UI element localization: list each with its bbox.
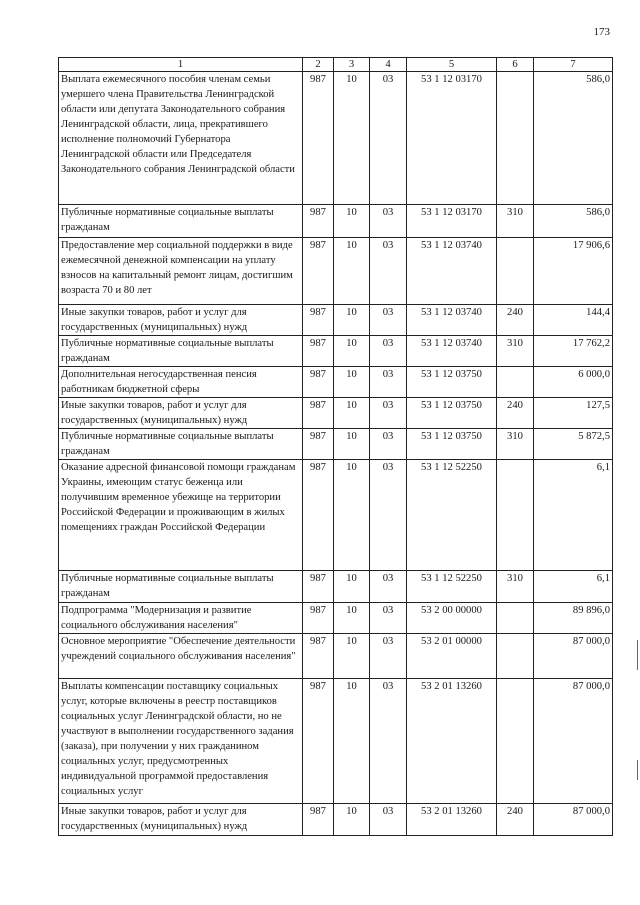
row-c3-cell: 10 <box>334 634 370 679</box>
row-c3-cell: 10 <box>334 460 370 571</box>
row-c7-cell: 87 000,0 <box>534 679 613 804</box>
row-c4-cell: 03 <box>370 571 407 603</box>
row-c2-cell: 987 <box>303 603 334 634</box>
row-c5-cell: 53 1 12 03170 <box>407 205 497 238</box>
table-row <box>59 238 613 305</box>
row-c2-cell: 987 <box>303 634 334 679</box>
row-c2-cell: 987 <box>303 804 334 836</box>
row-c6-cell: 240 <box>497 305 534 336</box>
table-body <box>59 72 613 836</box>
row-c2-cell: 987 <box>303 238 334 305</box>
row-c2-cell: 987 <box>303 367 334 398</box>
column-header: 3 <box>334 58 370 72</box>
row-name-cell: Иные закупки товаров, работ и услуг для государственных (муниципальных) нужд <box>59 305 303 336</box>
row-c7-cell: 87 000,0 <box>534 804 613 836</box>
row-c5-cell: 53 2 00 00000 <box>407 603 497 634</box>
table-row <box>59 634 613 679</box>
row-name-cell: Публичные нормативные социальные выплаты гражданам <box>59 336 303 367</box>
row-c4-cell: 03 <box>370 367 407 398</box>
row-c6-cell: 310 <box>497 336 534 367</box>
row-c5-cell: 53 1 12 03750 <box>407 429 497 460</box>
row-c2-cell: 987 <box>303 429 334 460</box>
row-name-cell: Иные закупки товаров, работ и услуг для государственных (муниципальных) нужд <box>59 398 303 429</box>
column-header: 1 <box>59 58 303 72</box>
row-c3-cell: 10 <box>334 398 370 429</box>
row-c5-cell: 53 1 12 03740 <box>407 238 497 305</box>
row-c4-cell: 03 <box>370 398 407 429</box>
row-name-cell: Публичные нормативные социальные выплаты гражданам <box>59 205 303 238</box>
row-c4-cell: 03 <box>370 336 407 367</box>
row-c7-cell: 87 000,0 <box>534 634 613 679</box>
row-c2-cell: 987 <box>303 305 334 336</box>
row-c4-cell: 03 <box>370 238 407 305</box>
row-name-cell: Оказание адресной финансовой помощи гражданам Украины, имеющим статус беженца или получившим временное убежище на территории Российской Федерации и проживающим в жилых помещениях граждан Российской Федерации <box>59 460 303 571</box>
row-c4-cell: 03 <box>370 305 407 336</box>
row-c5-cell: 53 2 01 13260 <box>407 804 497 836</box>
row-name-cell: Подпрограмма "Модернизация и развитие социального обслуживания населения" <box>59 603 303 634</box>
column-header: 5 <box>407 58 497 72</box>
row-name-cell: Выплаты компенсации поставщику социальных услуг, которые включены в реестр поставщиков социальных услуг Ленинградской области, но не участвуют в выполнении государственного задания (заказа), при получении у них гражданином социальных услуг, предусмотренных индивидуальной программой предоставления социальных услуг <box>59 679 303 804</box>
row-c6-cell <box>497 367 534 398</box>
row-c6-cell: 310 <box>497 205 534 238</box>
row-c7-cell: 17 906,6 <box>534 238 613 305</box>
row-c3-cell: 10 <box>334 679 370 804</box>
row-c7-cell: 17 762,2 <box>534 336 613 367</box>
row-name-cell: Публичные нормативные социальные выплаты гражданам <box>59 571 303 603</box>
row-c5-cell: 53 1 12 52250 <box>407 460 497 571</box>
row-c2-cell: 987 <box>303 72 334 205</box>
row-c5-cell: 53 1 12 52250 <box>407 571 497 603</box>
row-c5-cell: 53 2 01 13260 <box>407 679 497 804</box>
row-name-cell: Выплата ежемесячного пособия членам семьи умершего члена Правительства Ленинградской области или депутата Законодательного собрания Ленинградской области, лица, прекратившего исполнение полномочий Губернатора Ленинградской области или Председателя Законодательного собрания Ленинградской области <box>59 72 303 205</box>
row-c7-cell: 586,0 <box>534 205 613 238</box>
row-name-cell: Основное мероприятие "Обеспечение деятельности учреждений социального обслуживания населения" <box>59 634 303 679</box>
table-row <box>59 429 613 460</box>
row-c7-cell: 6 000,0 <box>534 367 613 398</box>
table-row <box>59 679 613 804</box>
header-row <box>59 58 613 72</box>
scan-edge-mark <box>637 760 638 780</box>
row-c2-cell: 987 <box>303 398 334 429</box>
row-c3-cell: 10 <box>334 571 370 603</box>
table-row <box>59 205 613 238</box>
table-row <box>59 571 613 603</box>
row-c4-cell: 03 <box>370 72 407 205</box>
row-c6-cell: 240 <box>497 398 534 429</box>
column-header: 4 <box>370 58 407 72</box>
table-row <box>59 603 613 634</box>
row-c3-cell: 10 <box>334 336 370 367</box>
row-c5-cell: 53 2 01 00000 <box>407 634 497 679</box>
row-c6-cell <box>497 460 534 571</box>
row-c5-cell: 53 1 12 03740 <box>407 305 497 336</box>
row-c5-cell: 53 1 12 03170 <box>407 72 497 205</box>
row-c5-cell: 53 1 12 03740 <box>407 336 497 367</box>
column-header: 6 <box>497 58 534 72</box>
table-row <box>59 460 613 571</box>
row-c7-cell: 144,4 <box>534 305 613 336</box>
scan-edge-mark <box>637 640 638 670</box>
column-header: 7 <box>534 58 613 72</box>
row-c2-cell: 987 <box>303 571 334 603</box>
row-c6-cell: 240 <box>497 804 534 836</box>
row-c6-cell <box>497 679 534 804</box>
row-c7-cell: 89 896,0 <box>534 603 613 634</box>
row-c4-cell: 03 <box>370 205 407 238</box>
row-c3-cell: 10 <box>334 367 370 398</box>
row-c4-cell: 03 <box>370 429 407 460</box>
row-c6-cell <box>497 238 534 305</box>
row-c4-cell: 03 <box>370 679 407 804</box>
table-row <box>59 804 613 836</box>
table-row <box>59 367 613 398</box>
row-name-cell: Иные закупки товаров, работ и услуг для государственных (муниципальных) нужд <box>59 804 303 836</box>
column-header: 2 <box>303 58 334 72</box>
row-c6-cell: 310 <box>497 429 534 460</box>
row-c2-cell: 987 <box>303 336 334 367</box>
row-c3-cell: 10 <box>334 205 370 238</box>
row-name-cell: Публичные нормативные социальные выплаты гражданам <box>59 429 303 460</box>
row-c3-cell: 10 <box>334 72 370 205</box>
row-c3-cell: 10 <box>334 603 370 634</box>
row-c4-cell: 03 <box>370 804 407 836</box>
row-c2-cell: 987 <box>303 679 334 804</box>
row-c7-cell: 586,0 <box>534 72 613 205</box>
row-c7-cell: 6,1 <box>534 460 613 571</box>
budget-table <box>58 57 613 836</box>
row-c6-cell <box>497 603 534 634</box>
row-c7-cell: 5 872,5 <box>534 429 613 460</box>
table-row <box>59 72 613 205</box>
row-c3-cell: 10 <box>334 429 370 460</box>
row-c2-cell: 987 <box>303 205 334 238</box>
row-c4-cell: 03 <box>370 460 407 571</box>
table-row <box>59 336 613 367</box>
table-row <box>59 398 613 429</box>
row-c7-cell: 127,5 <box>534 398 613 429</box>
row-c6-cell <box>497 72 534 205</box>
row-c3-cell: 10 <box>334 804 370 836</box>
row-name-cell: Предоставление мер социальной поддержки в виде ежемесячной денежной компенсации на уплату взносов на капитальный ремонт лицам, достигшим возраста 70 и 80 лет <box>59 238 303 305</box>
row-c4-cell: 03 <box>370 603 407 634</box>
row-name-cell: Дополнительная негосударственная пенсия работникам бюджетной сферы <box>59 367 303 398</box>
row-c6-cell <box>497 634 534 679</box>
row-c5-cell: 53 1 12 03750 <box>407 398 497 429</box>
row-c2-cell: 987 <box>303 460 334 571</box>
page-number: 173 <box>593 26 610 38</box>
table-row <box>59 305 613 336</box>
row-c3-cell: 10 <box>334 238 370 305</box>
row-c7-cell: 6,1 <box>534 571 613 603</box>
row-c3-cell: 10 <box>334 305 370 336</box>
row-c6-cell: 310 <box>497 571 534 603</box>
row-c5-cell: 53 1 12 03750 <box>407 367 497 398</box>
row-c4-cell: 03 <box>370 634 407 679</box>
